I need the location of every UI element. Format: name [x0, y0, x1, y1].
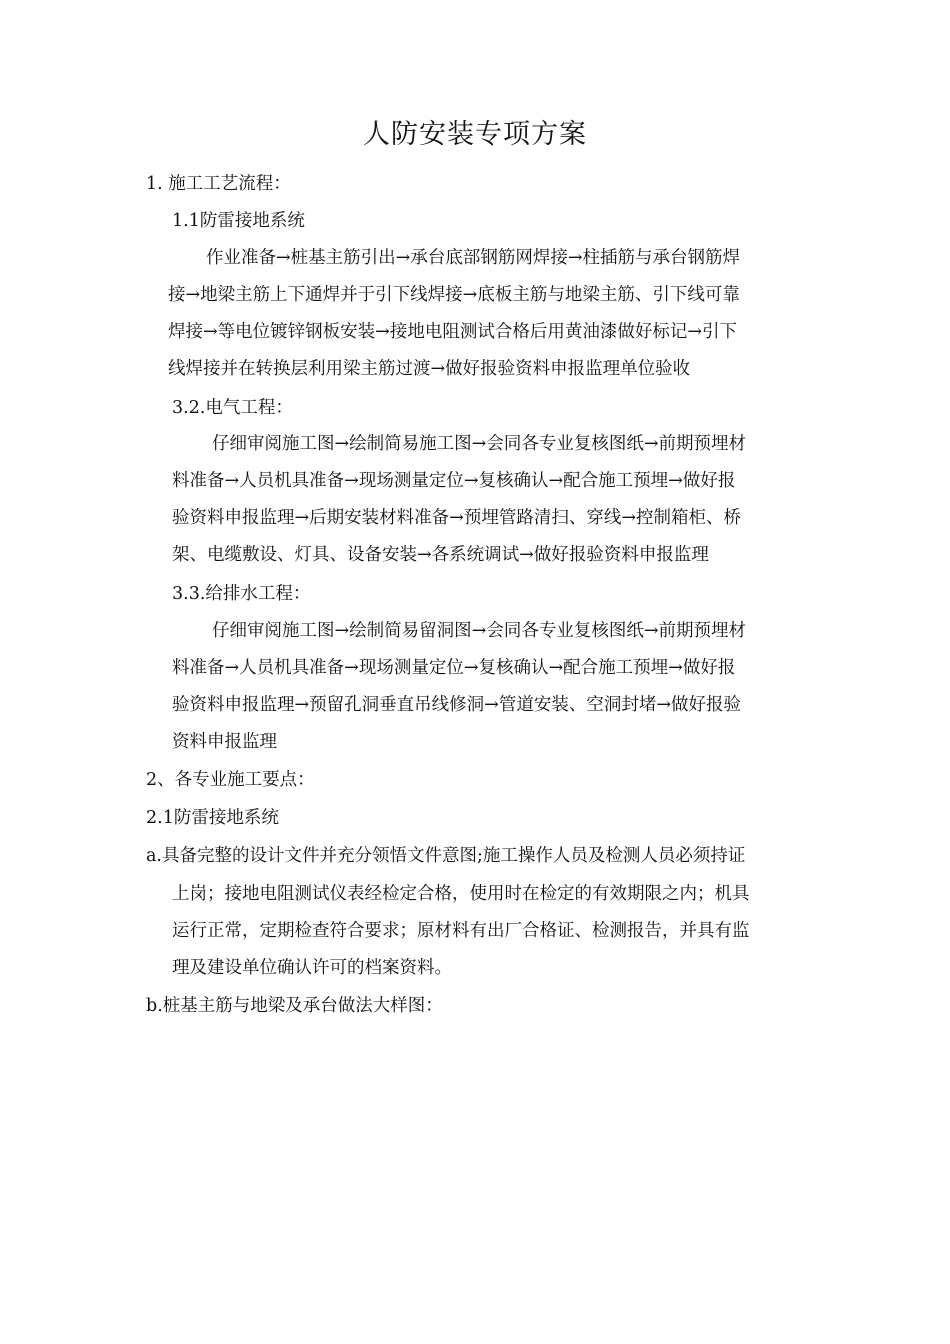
section-1-1-line: 线焊接并在转换层利用梁主筋过渡→做好报验资料申报监理单位验收 — [168, 359, 691, 379]
section-3-2-heading: 3.2.电气工程： — [172, 398, 293, 418]
section-3-3-line: 资料申报监理 — [172, 732, 277, 752]
page-title: 人防安装专项方案 — [363, 119, 587, 150]
item-a-line: 运行正常，定期检查符合要求；原材料有出厂合格证、检测报告，并具有监 — [172, 921, 750, 941]
section-2-heading: 2、各专业施工要点： — [146, 770, 315, 790]
item-b-text: b.桩基主筋与地梁及承台做法大样图： — [146, 996, 443, 1016]
section-3-2-line: 验资料申报监理→后期安装材料准备→预埋管路清扫、穿线→控制箱柜、桥 — [172, 508, 741, 528]
section-2-1-heading: 2.1防雷接地系统 — [146, 808, 279, 828]
section-1-1-line: 接→地梁主筋上下通焊并于引下线焊接→底板主筋与地梁主筋、引下线可靠 — [168, 285, 740, 305]
section-1-heading: 1. 施工工艺流程： — [146, 174, 291, 194]
section-1-1-heading: 1.1防雷接地系统 — [172, 211, 305, 231]
item-a-line: 理及建设单位确认许可的档案资料。 — [172, 958, 452, 978]
section-3-2-line: 料准备→人员机具准备→现场测量定位→复核确认→配合施工预埋→做好报 — [172, 471, 736, 491]
section-1-1-line: 焊接→等电位镀锌钢板安装→接地电阻测试合格后用黄油漆做好标记→引下 — [168, 322, 737, 342]
item-a-line: 上岗；接地电阻测试仪表经检定合格，使用时在检定的有效期限之内；机具 — [172, 884, 750, 904]
section-3-3-line: 料准备→人员机具准备→现场测量定位→复核确认→配合施工预埋→做好报 — [172, 658, 736, 678]
section-3-3-line: 仔细审阅施工图→绘制简易留洞图→会同各专业复核图纸→前期预埋材 — [212, 621, 746, 641]
section-3-2-line: 架、电缆敷设、灯具、设备安装→各系统调试→做好报验资料申报监理 — [172, 545, 709, 565]
item-a-line: a.具备完整的设计文件并充分领悟文件意图;施工操作人员及检测人员必须持证 — [146, 846, 746, 866]
section-3-2-line: 仔细审阅施工图→绘制简易施工图→会同各专业复核图纸→前期预埋材 — [212, 434, 746, 454]
section-3-3-heading: 3.3.给排水工程： — [172, 584, 311, 604]
section-3-3-line: 验资料申报监理→预留孔洞垂直吊线修洞→管道安装、空洞封堵→做好报验 — [172, 695, 741, 715]
section-1-1-line: 作业准备→桩基主筋引出→承台底部钢筋网焊接→柱插筋与承台钢筋焊 — [206, 248, 740, 268]
